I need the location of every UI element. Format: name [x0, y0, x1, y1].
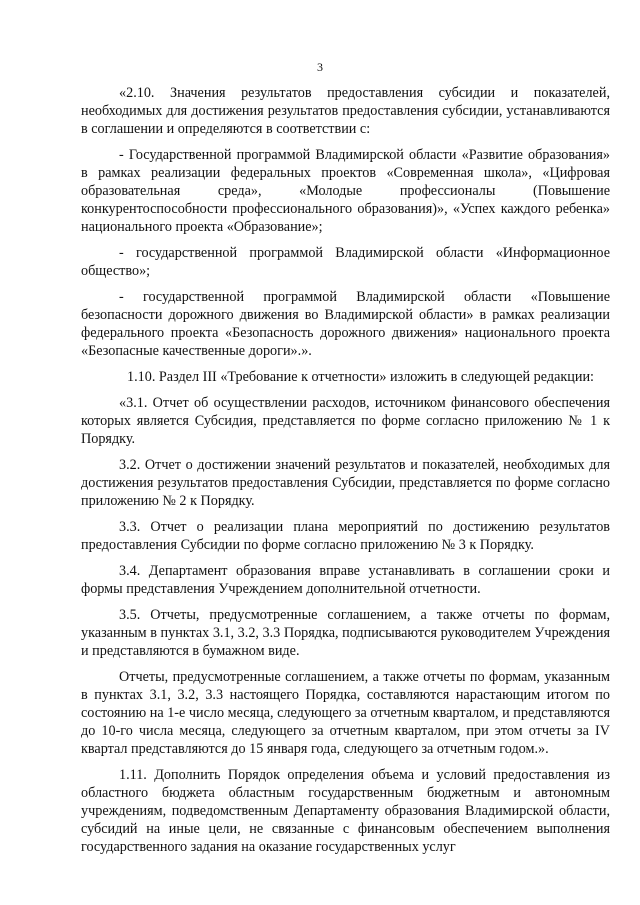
paragraph-program-road-safety: - государственной программой Владимирской области «Повышение безопасности дорожного движения во Владимирской области» в рамках реализации федерального проекта «Безопасность дорожного движения» национального проекта «Безопасные качественные дороги».». [81, 289, 610, 359]
paragraph-1-11: 1.11. Дополнить Порядок определения объема и условий предоставления из областного бюджета областным государственным бюджетным и автономным учреждениям, подведомственным Департаменту образования Владимирской области, субсидий на иные цели, не связанные с финансовым обеспечением выполнения государственного задания на оказание государственных услуг [81, 767, 610, 855]
document-body [81, 84, 610, 864]
paragraph-3-1: «3.1. Отчет об осуществлении расходов, источником финансового обеспечения которых является Субсидия, представляется по форме согласно приложению № 1 к Порядку. [81, 395, 610, 447]
paragraph-1-10: 1.10. Раздел III «Требование к отчетности» изложить в следующей редакции: [127, 369, 594, 385]
paragraph-3-2: 3.2. Отчет о достижении значений результатов и показателей, необходимых для достижения результатов предоставления Субсидии, представляется по форме согласно приложению № 2 к Порядку. [81, 457, 610, 509]
paragraph-program-education: - Государственной программой Владимирской области «Развитие образования» в рамках реализации федеральных проектов «Современная школа», «Цифровая образовательная среда», «Молодые профессионалы (Повышение конкурентоспособности профессионального образования)», «Успех каждого ребенка» национального проекта «Образование»; [81, 147, 610, 235]
paragraph-2-10: «2.10. Значения результатов предоставления субсидии и показателей, необходимых для достижения результатов предоставления субсидии, устанавливаются в соглашении и определяются в соответствии с: [81, 85, 610, 137]
paragraph-3-5: 3.5. Отчеты, предусмотренные соглашением, а также отчеты по формам, указанным в пунктах 3.1, 3.2, 3.3 Порядка, подписываются руководителем Учреждения и представляются в бумажном виде. [81, 607, 610, 659]
paragraph-program-information-society: - государственной программой Владимирской области «Информационное общество»; [81, 245, 610, 279]
paragraph-reports-deadlines: Отчеты, предусмотренные соглашением, а также отчеты по формам, указанным в пунктах 3.1, 3.2, 3.3 настоящего Порядка, составляются нарастающим итогом по состоянию на 1-е число месяца, следующего за отчетным кварталом, и представляются до 10-го числа месяца, следующего за отчетным кварталом, при этом отчеты за IV квартал представляются до 15 января года, следующего за отчетным годом.». [81, 669, 610, 757]
paragraph-3-4: 3.4. Департамент образования вправе устанавливать в соглашении сроки и формы представления Учреждением дополнительной отчетности. [81, 563, 610, 597]
paragraph-3-3: 3.3. Отчет о реализации плана мероприятий по достижению результатов предоставления Субсидии по форме согласно приложению № 3 к Порядку. [81, 519, 610, 553]
page-number: 3 [317, 60, 323, 74]
